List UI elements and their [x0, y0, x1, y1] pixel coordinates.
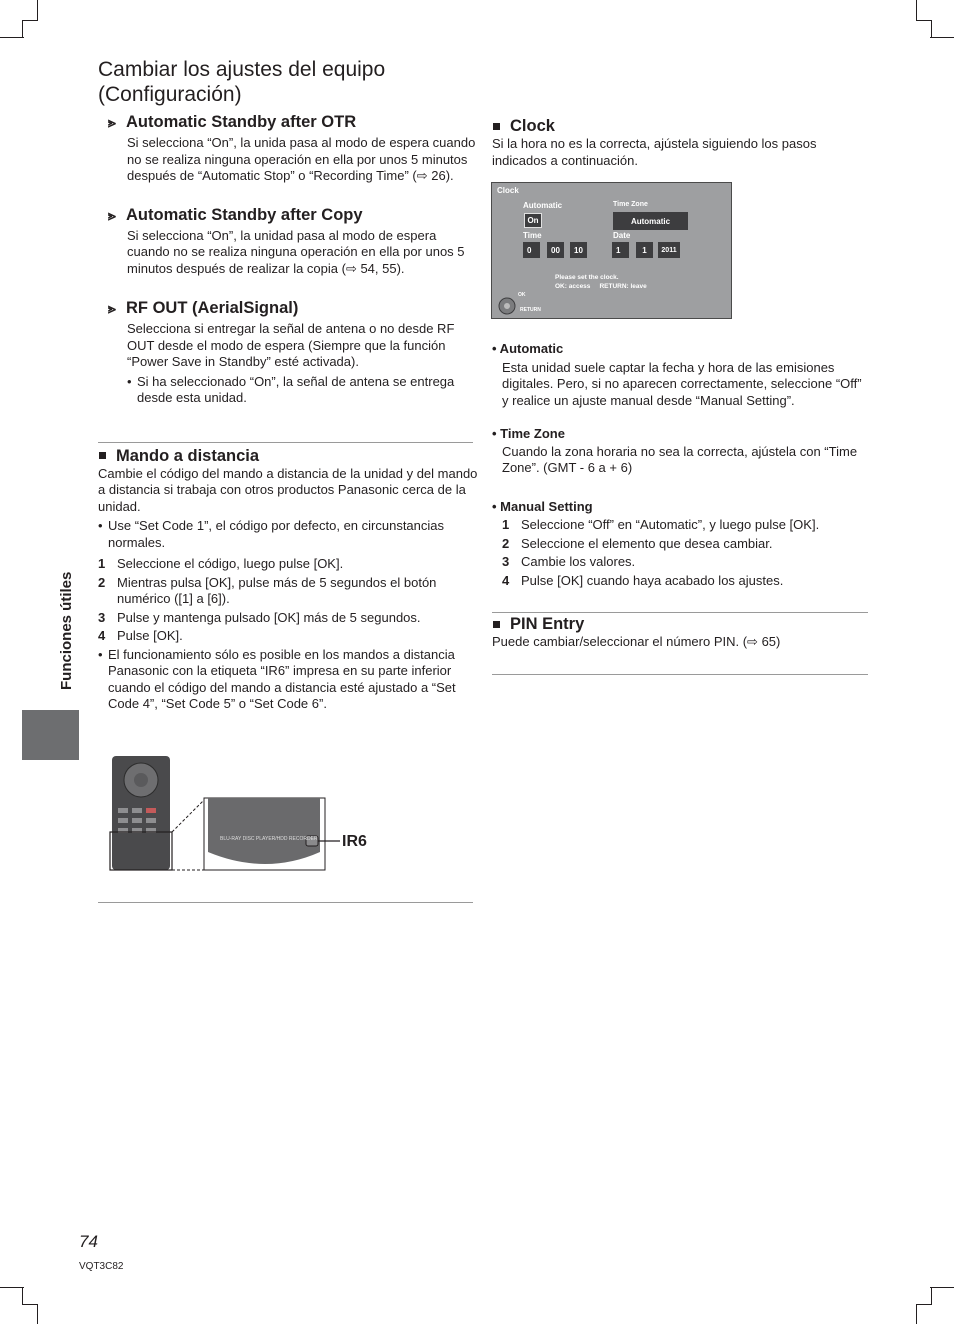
crop-mark [0, 37, 24, 38]
remote-print-label: BLU-RAY DISC PLAYER/HDD RECORDER [220, 836, 318, 842]
crop-mark [931, 1287, 932, 1305]
remote-heading: Mando a distancia [116, 446, 260, 465]
chevron-right-icon: ⪢ [108, 300, 116, 316]
copy-text: Si selecciona “On”, la unidad pasa al modo de espera cuando no se realiza ninguna operación en ella por unos 5 minutos después de realizar la copia (⇨ 54, 55). [127, 227, 465, 276]
clock-hint-line1: Please set the clock. [555, 274, 619, 281]
pin-text: Puede cambiar/seleccionar el número PIN. (⇨ 65) [492, 634, 781, 649]
remote-bullet-default: • Use “Set Code 1”, el código por defecto, en circunstancias normales. [98, 518, 445, 550]
copy-section [98, 205, 480, 278]
date-year[interactable]: 2011 [658, 242, 680, 258]
page-title-line2: (Configuración) [98, 83, 242, 106]
chevron-right-icon: ⪢ [108, 114, 116, 130]
crop-mark [931, 20, 932, 38]
timezone-value[interactable]: Automatic [613, 212, 688, 230]
section-divider [492, 674, 868, 675]
list-item: 1 Seleccione “Off” en “Automatic”, y luego pulse [OK]. [502, 517, 820, 532]
ir6-label: IR6 [342, 833, 367, 850]
date-month[interactable]: 1 [636, 242, 653, 258]
crop-mark [22, 20, 38, 21]
remote-steps [98, 556, 480, 645]
right-column [492, 112, 868, 169]
crop-mark [930, 1287, 954, 1288]
otr-section [98, 112, 480, 185]
automatic-note-heading: • Automatic [492, 341, 564, 356]
time-second[interactable]: 10 [570, 242, 587, 258]
side-tab-marker [22, 710, 79, 760]
chevron-right-icon: ⪢ [108, 206, 116, 223]
clock-notes [492, 341, 868, 675]
remote-control-image [108, 756, 368, 872]
time-label: Time [523, 231, 542, 240]
crop-mark [916, 0, 917, 20]
crop-mark [37, 1304, 38, 1324]
section-divider [492, 612, 868, 613]
automatic-note-text: Esta unidad suele captar la fecha y hora de las emisiones digitales. Pero, si no aparecen correctamente, seleccione “Off” y realice un ajuste manual desde “Manual Setting”. [502, 359, 862, 408]
list-item: 2 Mientras pulsa [OK], pulse más de 5 segundos el botón numérico ([1] a [6]). [98, 574, 437, 606]
list-item: 3 Cambie los valores. [502, 554, 636, 569]
clock-intro: Si la hora no es la correcta, ajústela siguiendo los pasos indicados a continuación. [492, 136, 817, 168]
automatic-label: Automatic [523, 201, 563, 210]
ok-dpad-icon [498, 297, 516, 315]
list-item: 2 Seleccione el elemento que desea cambiar. [502, 535, 773, 551]
remote-intro: Cambie el código del mando a distancia de la unidad y del mando a distancia si trabaja con otros productos Panasonic cerca de la unidad. [98, 465, 478, 514]
crop-mark [916, 1304, 917, 1324]
rfout-heading: RF OUT (AerialSignal) [126, 299, 299, 317]
page-title-line1: Cambiar los ajustes del equipo [98, 58, 386, 81]
list-item: 1 Seleccione el código, luego pulse [OK]. [98, 556, 344, 571]
left-column [98, 112, 480, 713]
list-item: 4 Pulse [OK]. [98, 628, 183, 643]
section-divider [98, 442, 473, 443]
crop-mark [22, 1287, 23, 1305]
square-bullet-icon [99, 452, 106, 459]
clock-hint-line2: OK: access RETURN: leave [555, 283, 647, 290]
page-number: 74 [79, 1232, 98, 1251]
clock-screen-title: Clock [497, 186, 519, 195]
timezone-label: Time Zone [613, 201, 648, 208]
otr-heading: Automatic Standby after OTR [126, 113, 357, 131]
date-day[interactable]: 1 [612, 242, 629, 258]
crop-mark [0, 1287, 24, 1288]
manual-steps [492, 517, 868, 589]
list-item: 4 Pulse [OK] cuando haya acabado los ajustes. [502, 572, 784, 588]
remote-bullet-ir6: • El funcionamiento sólo es posible en los mandos a distancia Panasonic con la etiqueta “IR6” impresa en su parte inferior cuando el código del mando a distancia esté ajustado a “Set Code 4”, “Set Code 5” o “Set Code 6”. [98, 646, 456, 711]
document-code: VQT3C82 [79, 1261, 124, 1272]
crop-mark [22, 20, 23, 38]
crop-mark [37, 0, 38, 20]
square-bullet-icon [493, 123, 500, 130]
rfout-text: Selecciona si entregar la señal de antena o no desde RF OUT desde el modo de espera (Siempre que la función “Power Save in Standby” esté activada). [127, 321, 455, 369]
ok-label: OK [518, 292, 526, 298]
crop-mark [916, 20, 932, 21]
pin-heading: PIN Entry [510, 615, 585, 633]
copy-heading: Automatic Standby after Copy [126, 205, 363, 224]
time-minute[interactable]: 00 [547, 242, 564, 258]
otr-text: Si selecciona “On”, la unida pasa al modo de espera cuando no se realiza ninguna operación en ella por unos 5 minutos después de “Automatic Stop” o “Recording Time” (⇨ 26). [127, 135, 476, 183]
manual-note-heading: • Manual Setting [492, 498, 593, 514]
timezone-note-text: Cuando la zona horaria no sea la correcta, ajústela con “Time Zone”. (GMT - 6 a + 6) [502, 443, 858, 475]
time-hour[interactable]: 0 [523, 242, 540, 258]
section-divider [98, 902, 473, 903]
return-label: RETURN [520, 307, 541, 313]
remote-section [98, 446, 480, 713]
date-label: Date [613, 231, 631, 240]
crop-mark [930, 37, 954, 38]
rfout-bullet: • Si ha seleccionado “On”, la señal de antena se entrega desde esta unidad. [127, 373, 455, 405]
remote-illustration [108, 756, 368, 872]
crop-mark [916, 1304, 932, 1305]
automatic-value[interactable]: On [524, 213, 542, 228]
clock-screen [491, 182, 732, 319]
side-section-label: Funciones útiles [58, 571, 75, 690]
timezone-note-heading: • Time Zone [492, 426, 565, 441]
clock-heading: Clock [510, 117, 555, 135]
square-bullet-icon [493, 621, 500, 628]
list-item: 3 Pulse y mantenga pulsado [OK] más de 5 segundos. [98, 609, 421, 625]
rfout-section [98, 298, 480, 407]
crop-mark [22, 1304, 38, 1305]
page-title [98, 57, 518, 107]
